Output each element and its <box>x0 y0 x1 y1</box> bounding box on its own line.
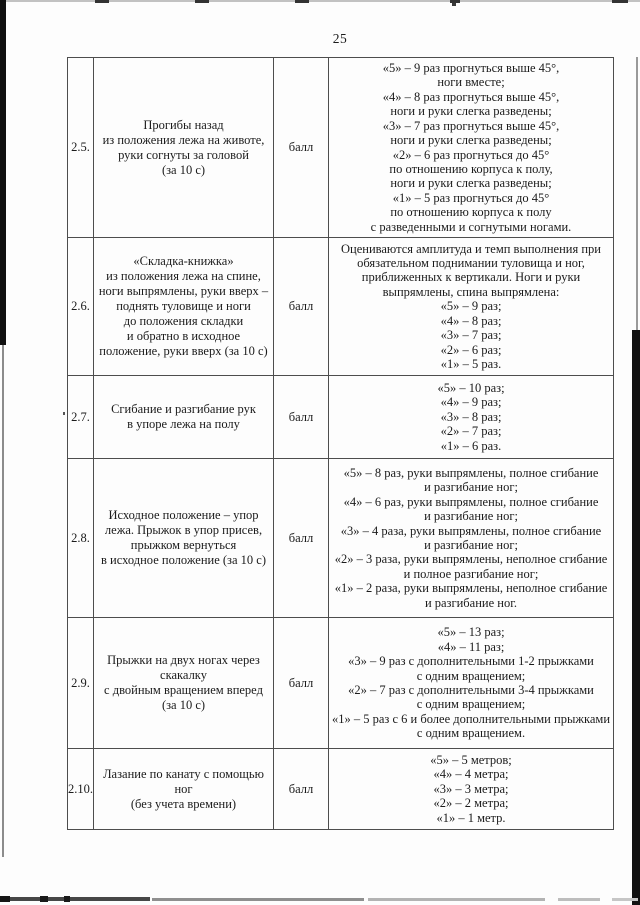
text-line: «1» – 5 раз. <box>440 356 502 371</box>
text-line: до положения складки <box>123 314 244 328</box>
scan-speck <box>63 412 65 415</box>
text-line: «2» – 3 раза, руки выпрямлены, неполное сгибание <box>334 552 608 567</box>
scan-bottom-edge <box>612 898 638 901</box>
scan-bottom-edge <box>10 897 150 901</box>
unit-label: балл <box>274 58 329 238</box>
text-line: (за 10 с) <box>161 698 206 712</box>
text-line: в исходное положение (за 10 с) <box>100 553 267 567</box>
exercise-description <box>94 376 274 459</box>
text-line: «2» – 6 раз прогнуться до 45° <box>392 147 550 162</box>
text-line: (без учета времени) <box>130 796 237 811</box>
text-line: «4» – 8 раз; <box>440 313 502 328</box>
text-line: «Складка-книжка» <box>133 254 234 268</box>
exercise-description <box>94 58 274 238</box>
table-row <box>68 618 614 749</box>
text-line: «1» – 5 раз с 6 и более дополнительными прыжками <box>331 711 611 726</box>
scan-bottom-edge <box>152 898 364 901</box>
scan-speck <box>452 3 456 6</box>
scan-bottom-edge <box>64 896 70 902</box>
text-line: «3» – 7 раз прогнуться выше 45°, <box>382 118 560 133</box>
text-line: «3» – 3 метра; <box>433 781 509 796</box>
text-line: Прыжки на двух ногах через <box>107 653 260 667</box>
text-line: (за 10 с) <box>161 162 206 177</box>
row-number: 2.7. <box>68 376 94 459</box>
text-line: ноги выпрямлены, руки вверх – <box>98 284 269 298</box>
text-line: «4» – 9 раз; <box>440 395 502 410</box>
scan-bottom-edge <box>558 898 600 901</box>
text-line: и разгибание ног; <box>424 509 518 524</box>
text-line: и разгибание ног; <box>424 480 518 495</box>
table-row <box>68 749 614 830</box>
text-line: выпрямлены, спина выпрямлена: <box>382 284 560 299</box>
text-line: ноги и руки слегка разведены; <box>390 176 552 191</box>
row-number: 2.5. <box>68 58 94 238</box>
criteria-text <box>329 749 614 830</box>
text-line: «5» – 5 метров; <box>430 752 512 767</box>
text-line: ноги и руки слегка разведены; <box>390 133 552 148</box>
text-line: «2» – 7 раз; <box>440 424 502 439</box>
text-line: из положения лежа на животе, <box>102 132 265 147</box>
row-number: 2.8. <box>68 459 94 618</box>
text-line: обязательном поднимании туловища и ног, <box>357 256 585 271</box>
text-line: «3» – 4 раза, руки выпрямлены, полное сгибание <box>340 523 602 538</box>
scan-left-edge-bar <box>0 0 6 345</box>
criteria-text <box>329 618 614 749</box>
text-line: «1» – 2 раза, руки выпрямлены, неполное сгибание <box>334 581 608 596</box>
text-line: «3» – 8 раз; <box>440 409 502 424</box>
scan-top-tick <box>295 0 309 3</box>
text-line: и разгибание ног. <box>424 595 518 610</box>
text-line: «4» – 11 раз; <box>437 639 505 654</box>
text-line: и полное разгибание ног; <box>403 566 539 581</box>
text-line: Прогибы назад <box>143 117 224 132</box>
table-row <box>68 58 614 238</box>
scan-left-edge-line <box>2 345 4 857</box>
text-line: Сгибание и разгибание рук <box>111 402 256 416</box>
unit-label: балл <box>274 618 329 749</box>
text-line: «1» – 1 метр. <box>436 810 506 825</box>
scan-right-edge-bar <box>632 330 640 905</box>
text-line: и разгибание ног; <box>424 538 518 552</box>
criteria-text <box>329 238 614 376</box>
text-line: в упоре лежа на полу <box>127 417 240 431</box>
text-line: «4» – 8 раз прогнуться выше 45°, <box>382 89 560 104</box>
scan-top-edge <box>0 0 640 2</box>
text-line: ног <box>174 781 193 796</box>
text-line: «2» – 6 раз; <box>440 342 502 357</box>
text-line: «5» – 13 раз; <box>437 625 505 640</box>
text-line: ноги и руки слегка разведены; <box>390 104 552 119</box>
text-line: «5» – 8 раз, руки выпрямлены, полное сгибание <box>343 465 599 480</box>
text-line: «3» – 7 раз; <box>440 328 502 343</box>
text-line: «5» – 9 раз прогнуться выше 45°, <box>382 61 560 76</box>
text-line: из положения лежа на спине, <box>106 269 261 283</box>
text-line: «4» – 6 раз, руки выпрямлены, полное сгибание <box>343 494 599 509</box>
text-line: с одним вращением; <box>416 697 526 712</box>
row-number: 2.6. <box>68 238 94 376</box>
unit-label: балл <box>274 238 329 376</box>
text-line: Оцениваются амплитуда и темп выполнения при <box>341 241 601 256</box>
scan-bottom-edge <box>368 898 545 901</box>
text-line: поднять туловище и ноги <box>116 299 251 313</box>
text-line: ноги вместе; <box>437 75 505 90</box>
scan-top-tick <box>195 0 209 3</box>
text-line: с одним вращением; <box>416 668 526 683</box>
unit-label: балл <box>274 459 329 618</box>
text-line: Лазание по канату с помощью <box>103 766 264 781</box>
table-row <box>68 459 614 618</box>
text-line: по отношению корпуса к полу, <box>389 161 553 176</box>
text-line: «1» – 5 раз прогнуться до 45° <box>392 190 550 205</box>
text-line: с разведенными и согнутыми ногами. <box>370 219 572 234</box>
row-number: 2.10. <box>68 749 94 830</box>
text-line: Исходное положение – упор <box>108 508 259 522</box>
scan-top-tick <box>95 0 109 3</box>
exercise-description <box>94 459 274 618</box>
scan-top-tick <box>612 0 628 3</box>
text-line: прыжком вернуться <box>130 538 237 552</box>
text-line: «4» – 4 метра; <box>433 767 509 782</box>
criteria-text <box>329 58 614 238</box>
criteria-text <box>329 376 614 459</box>
scan-right-edge-line <box>636 57 638 330</box>
text-line: «5» – 9 раз; <box>440 299 502 314</box>
text-line: с двойным вращением вперед <box>104 683 263 697</box>
text-line: «2» – 7 раз с дополнительными 3-4 прыжками <box>348 683 594 697</box>
page-number: 25 <box>332 31 348 46</box>
table-row <box>68 238 614 376</box>
text-line: «1» – 6 раз. <box>440 438 502 453</box>
text-line: положение, руки вверх (за 10 с) <box>99 344 268 358</box>
text-line: с одним вращением. <box>416 726 526 741</box>
text-line: «2» – 2 метра; <box>433 796 509 811</box>
text-line: руки согнуты за головой <box>118 147 249 162</box>
unit-label: балл <box>274 749 329 830</box>
criteria-text <box>329 459 614 618</box>
row-number: 2.9. <box>68 618 94 749</box>
unit-label: балл <box>274 376 329 459</box>
scan-bottom-edge <box>0 896 10 902</box>
text-line: «5» – 10 раз; <box>437 380 505 395</box>
scoring-table <box>67 57 614 830</box>
text-line: «3» – 9 раз с дополнительными 1-2 прыжками <box>348 654 594 669</box>
scan-top-tick <box>450 0 460 3</box>
text-line: лежа. Прыжок в упор присев, <box>104 523 263 537</box>
exercise-description <box>94 618 274 749</box>
text-line: по отношению корпуса к полу <box>390 205 552 220</box>
text-line: приближенных к вертикали. Ноги и руки <box>361 270 581 285</box>
text-line: скакалку <box>160 668 207 682</box>
table-row <box>68 376 614 459</box>
exercise-description <box>94 238 274 376</box>
scan-bottom-edge <box>40 896 48 902</box>
exercise-description <box>94 749 274 830</box>
text-line: и обратно в исходное <box>126 329 241 343</box>
